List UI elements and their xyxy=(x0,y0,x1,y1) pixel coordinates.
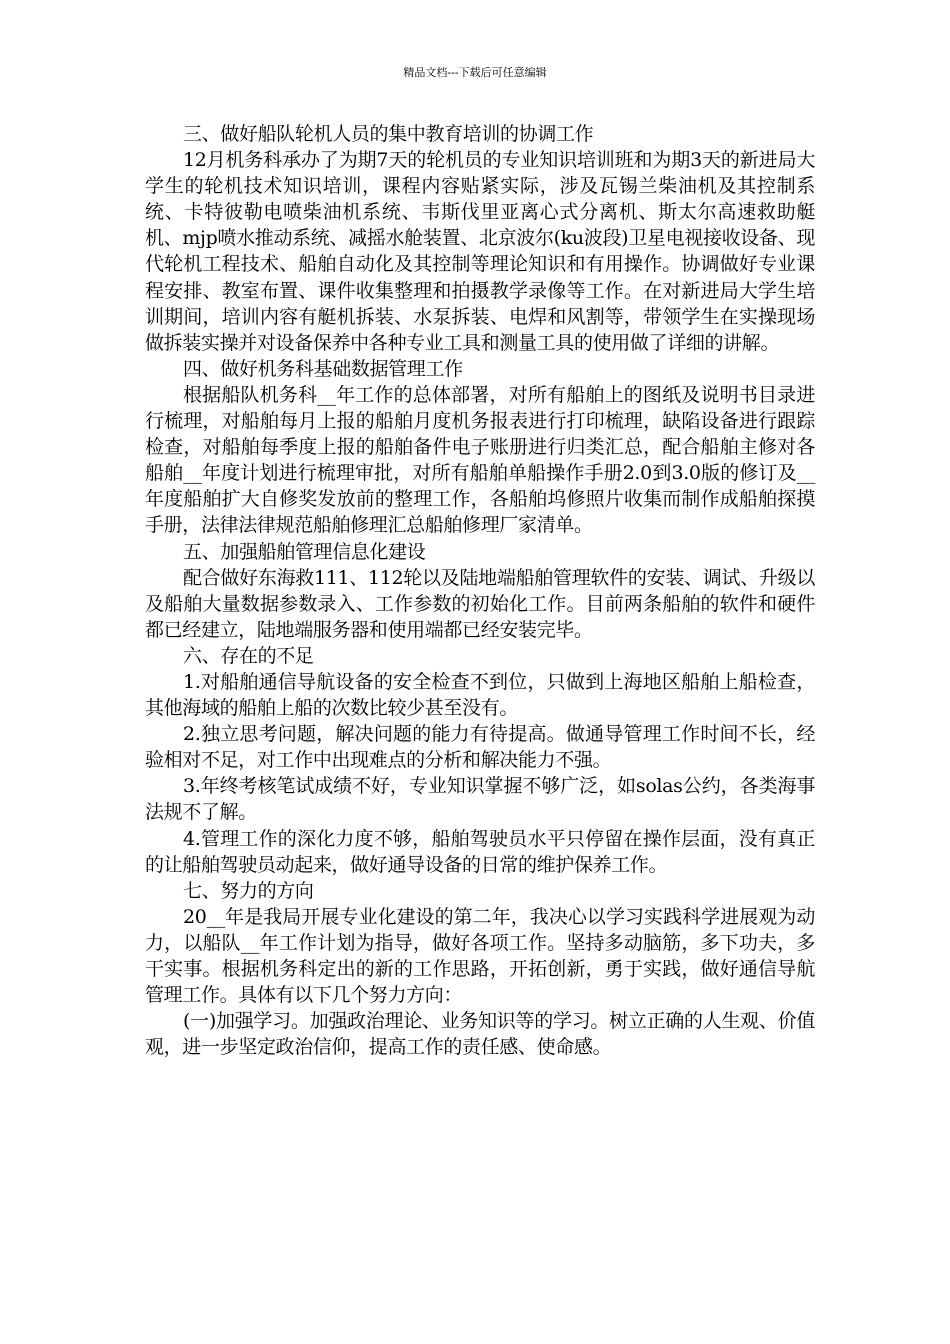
document-body xyxy=(145,121,815,1060)
section-heading-4: 四、做好机务科基础数据管理工作 xyxy=(183,357,463,380)
section-heading-3: 三、做好船队轮机人员的集中教育培训的协调工作 xyxy=(183,123,594,145)
shortcoming-item-4: 4.管理工作的深化力度不够，船舶驾驶员水平只停留在操作层面，没有真正的让船舶驾驶员动起来，做好通导设备的日常的维护保养工作。 xyxy=(145,827,815,876)
section-heading-6: 六、存在的不足 xyxy=(183,644,314,667)
paragraph-data-management: 根据船队机务科__年工作的总体部署，对所有船舶上的图纸及说明书目录进行梳理，对船舶每月上报的船舶月度机务报表进行打印梳理，缺陷设备进行跟踪检查，对船舶每季度上报的船舶备件电子账册进行归类汇总，配合船舶主修对各船舶__年度计划进行梳理审批，对所有船舶单船操作手册2.0到3.0版的修订及__年度船舶扩大自修奖发放前的整理工作，各船舶坞修照片收集而制作成船舶探摸手册，法律法律规范船舶修理汇总船舶修理厂家清单。 xyxy=(145,383,815,537)
section-heading-7: 七、努力的方向 xyxy=(183,879,314,902)
direction-item-1: (一)加强学习。加强政治理论、业务知识等的学习。树立正确的人生观、价值观，进一步坚定政治信仰，提高工作的责任感、使命感。 xyxy=(145,1010,815,1059)
shortcoming-item-1: 1.对船舶通信导航设备的安全检查不到位，只做到上海地区船舶上船检查，其他海域的船舶上船的次数比较少甚至没有。 xyxy=(145,670,815,720)
shortcoming-item-3: 3.年终考核笔试成绩不好，专业知识掌握不够广泛，如solas公约，各类海事法规不了解。 xyxy=(145,775,815,824)
paragraph-informatization: 配合做好东海救111、112轮以及陆地端船舶管理软件的安装、调试、升级以及船舶大量数据参数录入、工作参数的初始化工作。目前两条船舶的软件和硬件都已经建立，陆地端服务器和使用端都已经安装完毕。 xyxy=(145,566,815,641)
paragraph-direction: 20__年是我局开展专业化建设的第二年，我决心以学习实践科学进展观为动力，以船队__年工作计划为指导，做好各项工作。坚持多动脑筋，多下功夫，多干实事。根据机务科定出的新的工作思路，开拓创新，勇于实践，做好通信导航管理工作。具体有以下几个努力方向： xyxy=(145,905,815,1007)
paragraph-training: 12月机务科承办了为期7天的轮机员的专业知识培训班和为期3天的新进局大学生的轮机技术知识培训，课程内容贴紧实际，涉及瓦锡兰柴油机及其控制系统、卡特彼勒电喷柴油机系统、韦斯伐里亚离心式分离机、斯太尔高速救助艇机、mjp喷水推动系统、减摇水舱装置、北京波尔(ku波段)卫星电视接收设备、现代轮机工程技术、船舶自动化及其控制等理论知识和有用操作。协调做好专业课程安排、教室布置、课件收集整理和拍摄教学录像等工作。在对新进局大学生培训期间，培训内容有艇机拆装、水泵拆装、电焊和风割等，带领学生在实操现场做拆装实操并对设备保养中各种专业工具和测量工具的使用做了详细的讲解。 xyxy=(145,149,815,354)
section-heading-5: 五、加强船舶管理信息化建设 xyxy=(183,540,426,563)
page-header: 精品文档---下载后可任意编辑 xyxy=(403,66,547,79)
shortcoming-item-2: 2.独立思考问题，解决问题的能力有待提高。做通导管理工作时间不长，经验相对不足，对工作中出现难点的分析和解决能力不强。 xyxy=(145,723,815,772)
